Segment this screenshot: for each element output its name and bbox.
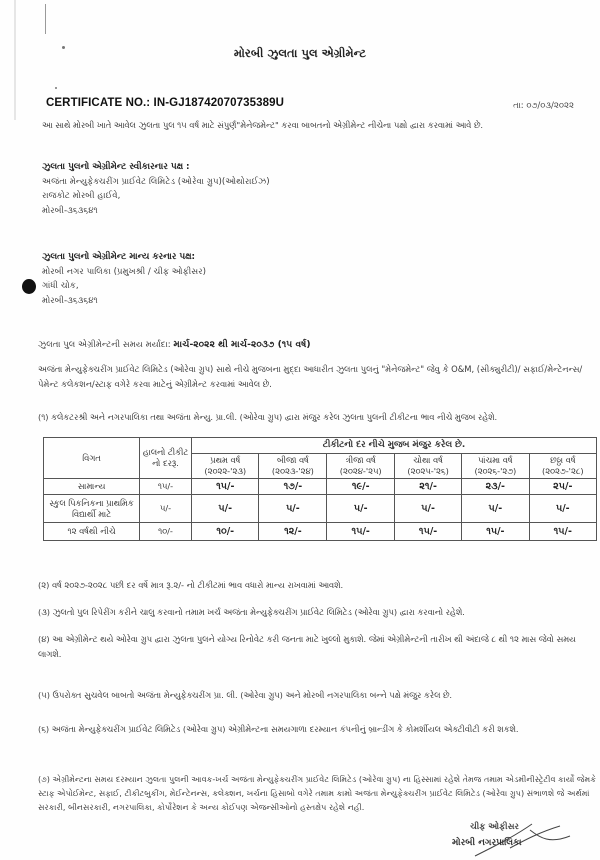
rate-cell: ૨૩/- [462,479,530,495]
party-approving-line: ગાંધી ચોક, [42,281,79,291]
party-approving-block [42,250,562,308]
party-accepting-line: અજંતા મેન્યુફેક્ચરીંગ પ્રાઈવેટ લિમિટેડ (ઓરેવા ગ્રુપ)(ઓથોરાઈઝ) [42,176,270,187]
signatory-title: ચીફ ઓફીસર [470,822,519,832]
rate-cell: ૫/- [259,495,327,523]
clause-3: (૩) ઝુલતો પુલ રિપેરીંગ કરીને ચાલુ કરવાનો તમામ ખર્ચ અજંતા મેન્યુફેક્ચરીંગ પ્રાઈવેટ લિમિટેડ (ઓરેવા ગ્રુપ) દ્વારા કરવાનો રહેશે. [38,607,465,617]
table-row [44,479,597,495]
header-year-2: બીજા વર્ષ (૨૦૨૩-'૨૪) [259,454,327,479]
clause-6: (૬) અજંતા મેન્યુફેક્ચરીંગ પ્રાઈવેટ લિમિટેડ (ઓરેવા ગ્રુપ) એગ્રીમેન્ટના સમયગાળા દરમ્યાન કંપનીનું બ્રાન્ડીંગ કે કોમર્શીયલ એક્ટીવીટી કરી શકશે. [38,724,519,734]
clause-2: (૨) વર્ષ ૨૦૨૭-૨૦૨૮ પછી દર વર્ષે માત્ર રૂ.૨/- નો ટીકીટમાં ભાવ વધારો માન્ય રાખવામાં આવશે. [38,580,344,590]
rate-cell: ૧૭/- [259,479,327,495]
rate-cell: ૧૯/- [327,479,395,495]
rate-cell: ૫/- [327,495,395,523]
row-current: ૫/- [140,495,192,523]
term-label: ઝુલતા પુલ એગ્રીમેન્ટની સમય મર્યાદા: [38,340,171,350]
scope-paragraph: અજંતા મેન્યુફેક્ચરીંગ પ્રાઈવેટ લિમિટેડ (ઓરેવા ગ્રુપ) સાથે નીચે મુજબના મુદ્દા આધારીત ઝુલતા પુલનું "મેનેજમેન્ટ" જેવુ કે O&M, (સીક્યુરીટી)/ સફાઈ/મેન્ટેનન્સ/પેમેન્ટ કલેકશન/સ્ટાફ વગેરે કરવા માટેનું એગ્રીમેન્ટ કરવામાં આવેલ છે. [38,364,583,389]
rate-cell: ૧૫/- [395,523,462,541]
rate-cell: ૨૫/- [529,479,596,495]
rate-cell: ૨૧/- [395,479,462,495]
intro-paragraph: આ સાથે મોરબી ખાતે આવેલ ઝુલતા પુલ ૧૫ વર્ષ માટે સંપુર્ણ"મેનેજમેન્ટ" કરવા બાબતનો એગ્રીમેન્ટ નીચેના પક્ષો દ્વારા કરવામાં આવે છે. [42,120,484,130]
table-row [44,523,597,541]
rate-cell: ૧૫/- [529,523,596,541]
rate-cell: ૧૫/- [327,523,395,541]
rate-cell: ૫/- [192,495,259,523]
term-value: માર્ચ-૨૦૨૨ થી માર્ચ-૨૦૩૭ (૧૫ વર્ષ) [173,339,311,350]
clause-4: (૪) આ એગ્રીમેન્ટ થયે ઓરેવા ગ્રુપ દ્વારા ઝુલતા પુલને યોગ્ય રિનોવેટ કરી જનતા માટે ખુલ્લો મુકાશે. જેમાં એગ્રીમેન્ટની તારીખ થી અંદાજે ૮ થી ૧૨ માસ જેવો સમય લાગશે. [38,634,576,659]
header-year-3: ત્રીજા વર્ષ (૨૦૨૪-'૨૫) [327,454,395,479]
clause-1: (૧) કલેકટરશ્રી અને નગરપાલિકા તથા અજંતા મેન્યુ. પ્રા.લી. (ઓરેવા ગ્રુપ) દ્વારા મંજુર કરેલ ઝુલતા પુલની ટીકીટના ભાવ નીચે મુજબ રહેશે. [38,412,498,422]
punch-hole-mark [22,279,36,294]
rate-cell: ૧૦/- [192,523,259,541]
header-year-1: પ્રથમ વર્ષ (૨૦૨૨-'૨૩) [192,454,259,479]
header-year-4: ચોથા વર્ષ (૨૦૨૫-'૨૬) [395,454,462,479]
row-current: ૧૫/- [140,479,192,495]
scan-mark [45,4,46,34]
header-year-6: છઠ્ઠા વર્ષ (૨૦૨૭-'૨૮) [529,454,596,479]
document-date: તા: ૦૭/૦૩/૨૦૨૨ [513,101,574,111]
party-accepting-line: રાજકોટ મોરબી હાઈવે, [42,191,121,201]
rate-cell: ૧૫/- [192,479,259,495]
party-accepting-line: મોરબી-૩૬૩૬૪૧ [42,205,98,216]
party-approving-line: મોરબી નગર પાલિકા (પ્રમુખશ્રી / ચીફ ઓફીસર) [42,266,206,277]
signatory-office: મોરબી નગરપાલિકા [452,838,522,848]
row-category: સામાન્ય [44,479,140,495]
rate-cell: ૫/- [462,495,530,523]
party-accepting-block [42,160,562,218]
row-category: સ્કુલ પિકનિકના પ્રાથમિક વિદ્યાર્થી માટે [44,495,140,523]
table-row [44,495,597,523]
rate-cell: ૫/- [529,495,596,523]
rate-cell: ૧૫/- [462,523,530,541]
party-approving-line: મોરબી-૩૬૩૬૪૧ [42,295,98,306]
header-current-rate: હાલનો ટીકીટ નો દરરૂ. [140,438,192,479]
clause-7: (૭) એગ્રીમેન્ટના સમય દરમ્યાન ઝુલતા પુલની આવક-ખર્ચ અજંતા મેન્યુફેક્ચરીંગ પ્રાઈવેટ લિમિટેડ (ઓરેવા ગ્રુપ) ના હિસ્સામાં રહેશે તેમજ તમામ એડમીનીસ્ટ્રેટીવ કાર્યો જેમકે સ્ટાફ એપોઈમેન્ટ, સફાઈ, ટીકીટબુકીંગ, મેઈન્ટેનન્સ, કલેક્શન, ખર્ચના હિસાબો વગેરે તમામ કામો અજંતા મેન્યુફેક્ચરીંગ પ્રાઈવેટ લિમિટેડ (ઓરેવા ગ્રુપ) સંભાળશે જે અર્થમાં સરકારી, બીનસરકારી, નગરપાલિકા, કોર્પોરેશન કે અન્ય કોઈપણ એજન્સીઓનો હસ્તક્ષેપ રહેશે નહી. [38,774,596,812]
document-title: મોરબી ઝુલતા પુલ એગ્રીમેન્ટ [233,46,367,60]
term-line [38,338,593,353]
rate-cell: ૫/- [395,495,462,523]
header-category: વિગત [44,438,140,479]
scan-speck [55,87,57,89]
certificate-number: CERTIFICATE NO.: IN-GJ18742070735389U [46,97,285,109]
clause-5: (૫) ઉપરોક્ત સુચવેલ બાબતો અજંતા મેન્યુફેક્ચરીંગ પ્રા. લી. (ઓરેવા ગ્રુપ) અને મોરબી નગરપાલિકા બન્ને પક્ષે મંજુર કરેલ છે. [38,690,453,700]
ticket-rate-table [43,437,597,541]
party-approving-heading: ઝુલતા પુલનો એગ્રીમેન્ટ માન્ય કરનાર પક્ષ: [42,252,196,262]
rate-cell: ૧૨/- [259,523,327,541]
header-year-5: પાંચમા વર્ષ (૨૦૨૬-'૨૭) [462,454,530,479]
row-current: ૧૦/- [140,523,192,541]
header-approved-rates: ટીકીટનો દર નીચે મુજબ મંજુર કરેલ છે. [192,438,597,454]
party-accepting-heading: ઝુલતા પુલનો એગ્રીમેન્ટ સ્વીકારનાર પક્ષ : [42,162,190,172]
row-category: ૧૨ વર્ષથી નીચે [44,523,140,541]
